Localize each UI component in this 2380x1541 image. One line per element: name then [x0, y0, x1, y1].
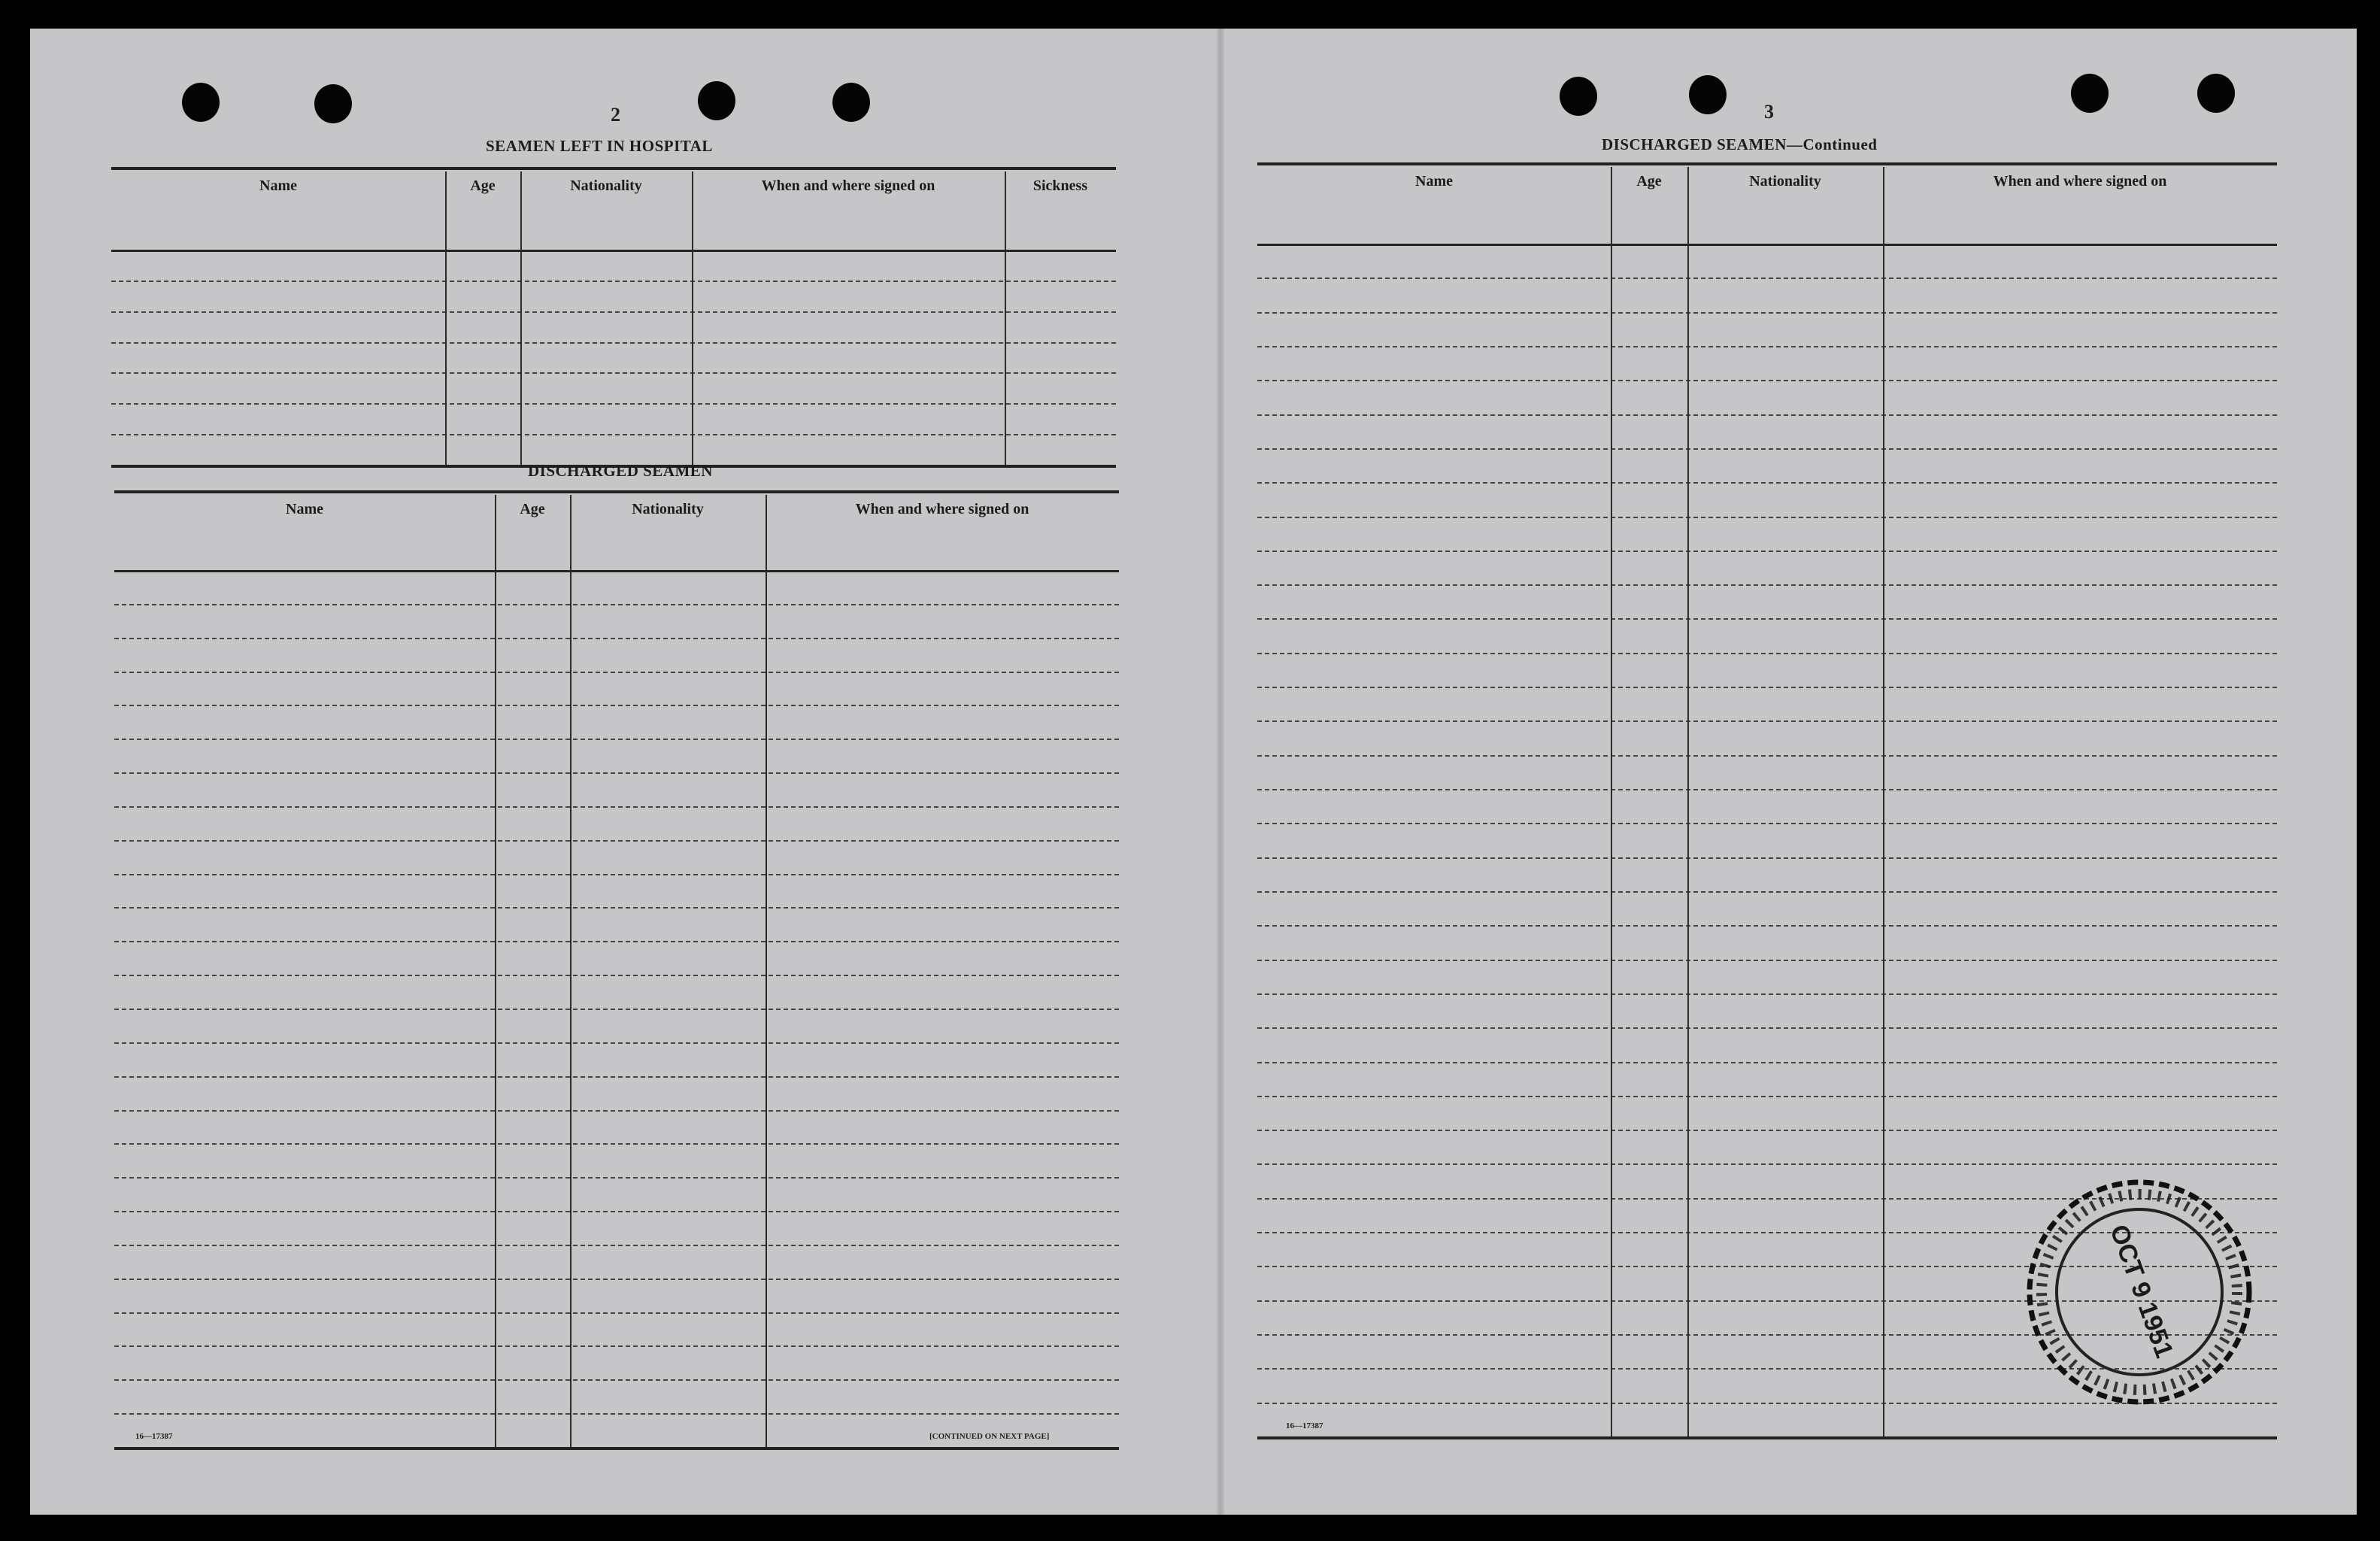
table-row [114, 1211, 1119, 1212]
column-header: When and where signed on [855, 501, 1029, 517]
table-row [1257, 720, 2277, 722]
table-row [1257, 278, 2277, 279]
table-column-divider [692, 171, 693, 465]
hospital-table-title: SEAMEN LEFT IN HOSPITAL [486, 137, 713, 155]
table-row [1257, 346, 2277, 347]
table-row [114, 739, 1119, 740]
discharged-continued-title-main: DISCHARGED SEAMEN [1602, 135, 1787, 153]
table-row [114, 1143, 1119, 1145]
table-top-rule [114, 490, 1119, 493]
table-row [114, 941, 1119, 942]
column-header: Name [1415, 173, 1453, 190]
table-row [111, 372, 1116, 374]
discharged-table [114, 490, 1119, 1453]
table-row [114, 975, 1119, 976]
continued-note: [CONTINUED ON NEXT PAGE] [929, 1432, 1050, 1441]
table-row [1257, 823, 2277, 824]
table-row [1257, 618, 2277, 620]
table-row [1257, 584, 2277, 586]
table-row [114, 705, 1119, 706]
table-column-divider [445, 171, 447, 465]
table-column-divider [766, 495, 767, 1447]
discharged-continued-title [1602, 135, 1877, 154]
center-fold [1217, 29, 1224, 1515]
table-column-divider [570, 495, 572, 1447]
punch-hole [698, 81, 735, 120]
table-row [114, 1413, 1119, 1415]
table-row [111, 403, 1116, 405]
table-row [1257, 380, 2277, 381]
table-column-divider [1883, 167, 1884, 1436]
column-header: Nationality [632, 501, 704, 517]
table-row [1257, 925, 2277, 927]
stamp-date-text: OCT 9 1951 [2104, 1221, 2179, 1362]
table-top-rule [1257, 162, 2277, 165]
discharged-continued-title-suffix: —Continued [1786, 135, 1878, 153]
table-row [1257, 551, 2277, 552]
table-row [1257, 1062, 2277, 1063]
table-row [114, 1110, 1119, 1112]
table-row [1257, 653, 2277, 654]
table-row [111, 434, 1116, 435]
table-row [114, 1279, 1119, 1280]
column-header: Name [286, 501, 323, 517]
table-row [1257, 1130, 2277, 1131]
table-row [1257, 687, 2277, 688]
table-top-rule [111, 167, 1116, 170]
table-row [114, 907, 1119, 909]
table-row [1257, 857, 2277, 859]
table-bottom-rule [114, 1447, 1119, 1450]
column-header: Nationality [1749, 173, 1821, 190]
table-row [114, 1312, 1119, 1314]
table-row [1257, 1096, 2277, 1097]
column-header: Nationality [570, 177, 642, 194]
table-row [1257, 755, 2277, 757]
column-header: When and where signed on [761, 177, 935, 194]
table-row [114, 1009, 1119, 1010]
page-number-right: 3 [1764, 101, 1774, 123]
table-row [114, 1379, 1119, 1381]
punch-hole [2197, 74, 2235, 113]
punch-hole [314, 84, 352, 123]
table-row [114, 638, 1119, 639]
table-row [1257, 993, 2277, 995]
discharged-table-title: DISCHARGED SEAMEN [528, 462, 713, 480]
table-row [1257, 1163, 2277, 1165]
column-header: Sickness [1032, 177, 1088, 194]
table-row [111, 311, 1116, 313]
table-header-rule [111, 250, 1116, 252]
punch-hole [832, 83, 870, 122]
table-column-divider [1005, 171, 1006, 465]
table-row [114, 1076, 1119, 1078]
table-row [111, 281, 1116, 282]
table-column-divider [495, 495, 496, 1447]
column-header: Name [259, 177, 297, 194]
table-row [1257, 789, 2277, 790]
punch-hole [1560, 77, 1597, 116]
table-row [114, 874, 1119, 875]
table-row [114, 672, 1119, 673]
table-row [114, 1177, 1119, 1179]
table-row [114, 1042, 1119, 1044]
table-row [1257, 891, 2277, 893]
form-sheet [30, 29, 2357, 1515]
table-row [114, 772, 1119, 774]
punch-hole [2071, 74, 2109, 113]
column-header: Age [1636, 173, 1662, 190]
form-number-right: 16—17387 [1286, 1421, 1323, 1430]
table-row [114, 806, 1119, 808]
punch-hole [182, 83, 220, 122]
punch-hole [1689, 75, 1727, 114]
table-bottom-rule [1257, 1436, 2277, 1439]
page-number-left: 2 [611, 104, 620, 126]
table-row [1257, 1027, 2277, 1029]
date-stamp [2015, 1172, 2263, 1412]
table-header-rule [1257, 244, 2277, 246]
table-row [114, 840, 1119, 842]
table-row [114, 1345, 1119, 1347]
column-header: Age [520, 501, 545, 517]
table-row [1257, 312, 2277, 314]
table-row [1257, 960, 2277, 961]
table-row [1257, 517, 2277, 518]
column-header: Age [470, 177, 496, 194]
column-header: When and where signed on [1993, 173, 2167, 190]
table-row [114, 1245, 1119, 1246]
table-header-rule [114, 570, 1119, 572]
hospital-table [111, 167, 1116, 468]
table-column-divider [1687, 167, 1689, 1436]
table-row [1257, 414, 2277, 416]
table-column-divider [1611, 167, 1612, 1436]
table-row [1257, 448, 2277, 450]
table-column-divider [520, 171, 522, 465]
table-row [111, 342, 1116, 344]
table-row [1257, 482, 2277, 484]
form-number-left: 16—17387 [135, 1432, 173, 1441]
table-row [114, 604, 1119, 605]
